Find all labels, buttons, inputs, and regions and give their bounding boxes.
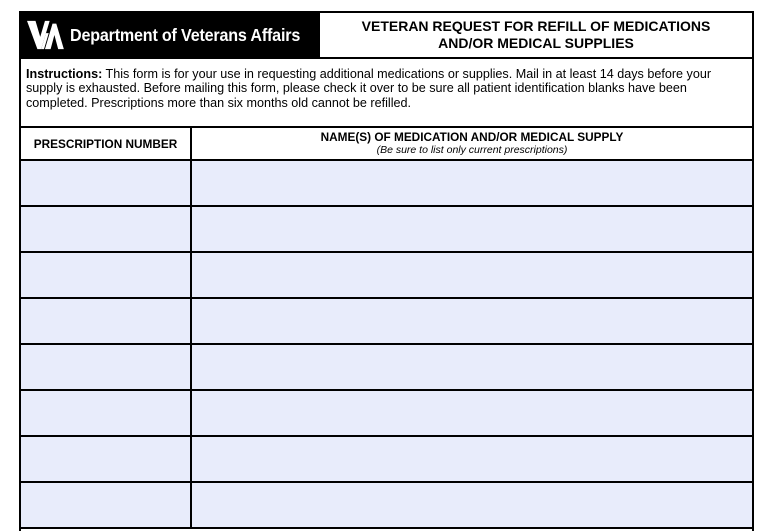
form-title	[320, 13, 752, 57]
medication-name-cell	[192, 391, 752, 435]
prescription-number-cell	[21, 483, 192, 527]
prescription-number-field[interactable]	[21, 299, 190, 343]
medication-name-cell	[192, 483, 752, 527]
prescription-number-field[interactable]	[21, 253, 190, 297]
prescription-number-field[interactable]	[21, 437, 190, 481]
medication-name-field[interactable]	[192, 161, 752, 205]
agency-name: Department of Veterans Affairs	[69, 24, 300, 45]
prescription-number-field[interactable]	[21, 483, 190, 527]
table-row	[21, 161, 752, 207]
medication-name-field[interactable]	[192, 345, 752, 389]
prescription-number-field[interactable]	[21, 345, 190, 389]
column-header-medication-name-label: NAME(S) OF MEDICATION AND/OR MEDICAL SUPPLY	[320, 130, 624, 144]
table-row	[21, 299, 752, 345]
table-row	[21, 437, 752, 483]
table-row	[21, 391, 752, 437]
form-title-line1: VETERAN REQUEST FOR REFILL OF MEDICATIONS	[361, 18, 711, 34]
va-logo-icon	[26, 18, 64, 52]
instructions-text: This form is for your use in requesting additional medications or supplies. Mail in at least 14 days before your supply is exhausted. Before mailing this form, please check it over to be sure all patient identification blanks have been completed. Prescriptions more than six months old cannot be refilled.	[26, 67, 712, 110]
prescription-number-field[interactable]	[21, 391, 190, 435]
medication-name-field[interactable]	[192, 391, 752, 435]
medication-name-cell	[192, 299, 752, 343]
medication-name-cell	[192, 345, 752, 389]
medication-name-field[interactable]	[192, 437, 752, 481]
table-row	[21, 483, 752, 529]
prescription-number-cell	[21, 299, 192, 343]
column-header-note: (Be sure to list only current prescriptions)	[376, 144, 568, 156]
prescription-number-field[interactable]	[21, 207, 190, 251]
medication-name-field[interactable]	[192, 207, 752, 251]
table-row	[21, 207, 752, 253]
medication-name-field[interactable]	[192, 299, 752, 343]
medication-name-cell	[192, 437, 752, 481]
instructions	[21, 59, 752, 128]
instructions-label: Instructions:	[26, 67, 103, 81]
table-header	[21, 128, 752, 161]
table-row	[21, 345, 752, 391]
prescription-number-cell	[21, 207, 192, 251]
prescription-rows	[21, 161, 752, 529]
refill-request-form	[19, 11, 754, 531]
medication-name-cell	[192, 253, 752, 297]
agency-banner	[21, 13, 320, 57]
form-title-line2: AND/OR MEDICAL SUPPLIES	[438, 35, 634, 51]
medication-name-cell	[192, 161, 752, 205]
prescription-number-cell	[21, 391, 192, 435]
column-header-medication-name	[192, 128, 752, 159]
medication-name-field[interactable]	[192, 483, 752, 527]
prescription-number-cell	[21, 161, 192, 205]
prescription-number-field[interactable]	[21, 161, 190, 205]
prescription-number-cell	[21, 345, 192, 389]
column-header-prescription-number: PRESCRIPTION NUMBER	[21, 128, 192, 159]
prescription-number-cell	[21, 253, 192, 297]
medication-name-field[interactable]	[192, 253, 752, 297]
form-header	[21, 13, 752, 59]
table-row	[21, 253, 752, 299]
medication-name-cell	[192, 207, 752, 251]
prescription-number-cell	[21, 437, 192, 481]
